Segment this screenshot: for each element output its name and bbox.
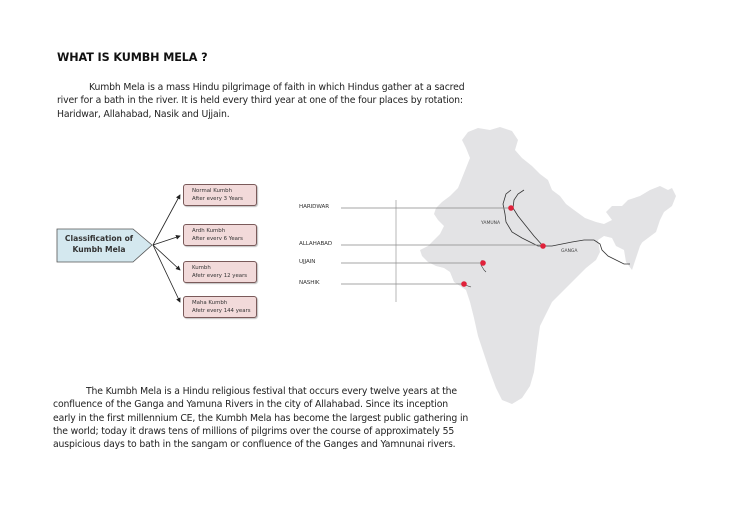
nashik-marker[interactable] <box>461 281 467 287</box>
type-box-kumbh <box>183 261 257 283</box>
type-box-normal-kumbh <box>183 184 257 206</box>
ujjain-marker[interactable] <box>480 260 486 266</box>
classification-root-label: Classification of Kumbh Mela <box>64 234 134 254</box>
allahabad-marker[interactable] <box>540 243 546 249</box>
india-map <box>420 127 670 404</box>
type-frequency: After every 3 Years <box>192 196 243 202</box>
haridwar-marker[interactable] <box>508 205 514 211</box>
type-box-maha-kumbh <box>183 296 257 318</box>
river-label-ganga: GANGA <box>561 249 578 254</box>
intro-paragraph: Kumbh Mela is a mass Hindu pilgrimage of faith in which Hindus gather at a sacred river for a bath in the river. It is held every third year at one of the four places by rotation: Haridwar, Allahabad, Nasik and Ujjain. <box>57 82 465 120</box>
type-frequency: Afetr every 12 years <box>192 273 248 279</box>
type-box-ardh-kumbh <box>183 224 257 246</box>
place-label-nashik: NASHIK <box>299 280 320 286</box>
place-label-allahabad: ALLAHABAD <box>299 241 333 247</box>
page-heading: WHAT IS KUMBH MELA ? <box>57 51 208 64</box>
type-name: Normal Kumbh <box>192 188 232 194</box>
type-frequency: Afetr every 144 years <box>192 308 251 314</box>
place-label-ujjain: UJJAIN <box>299 259 316 265</box>
closing-paragraph: The Kumbh Mela is a Hindu religious festival that occurs every twelve years at the confluence of the Ganga and Yamuna Rivers in the city of Allahabad. Since its inception early in the first millennium CE, the Kumbh Mela has become the largest public gathering in the world; today it draws tens of millions of pilgrims over the course of approximately 55 auspicious days to bath in the sangam or confluence of the Ganges and Yamnunai rivers. <box>53 386 469 451</box>
type-name: Maha Kumbh <box>192 300 228 306</box>
arrow-kumbh <box>153 245 180 270</box>
river-label-yamuna: YAMUNA <box>481 221 501 226</box>
type-name: Kumbh <box>192 265 211 271</box>
type-name: Ardh Kumbh <box>192 228 226 234</box>
type-frequency: After everv 6 Years <box>192 236 243 242</box>
place-label-haridwar: HARIDWAR <box>299 204 330 210</box>
arrow-maha-kumbh <box>153 245 180 302</box>
